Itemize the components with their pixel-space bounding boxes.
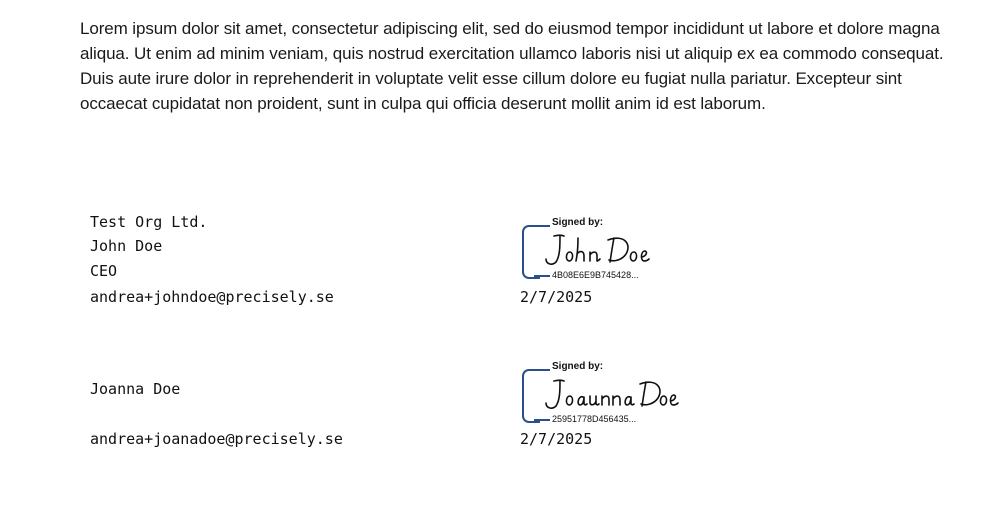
signer-1-name: John Doe xyxy=(90,237,163,255)
signer-2-signature-stamp xyxy=(520,361,690,427)
signer-1-hash: 4B08E6E9B745428... xyxy=(552,270,639,280)
signer-1-email: andrea+johndoe@precisely.se xyxy=(90,288,334,306)
signer-1-organization: Test Org Ltd. xyxy=(90,213,208,231)
signature-frame xyxy=(522,225,540,279)
body-paragraph: Lorem ipsum dolor sit amet, consectetur adipiscing elit, sed do eiusmod tempor incididunt ut labore et dolore magna aliqua. Ut enim ad minim veniam, quis nostrud exercitation ullamco laboris nisi ut aliquip ex ea commodo consequat. Duis aute irure dolor in reprehenderit in voluptate velit esse cillum dolore eu fugiat nulla pariatur. Excepteur sint occaecat cupidatat non proident, sunt in culpa qui officia deserunt mollit anim id est laborum. xyxy=(80,19,944,113)
signed-by-label: Signed by: xyxy=(552,361,604,372)
signer-2-email: andrea+joanadoe@precisely.se xyxy=(90,430,343,448)
signer-2-hash: 25951778D456435... xyxy=(552,414,637,424)
signer-1-handwritten-signature xyxy=(540,230,660,270)
signed-by-label: Signed by: xyxy=(552,217,604,228)
signer-2-handwritten-signature xyxy=(540,374,680,414)
signer-1-signature-stamp xyxy=(520,217,690,283)
signer-1-date: 2/7/2025 xyxy=(520,288,593,306)
signature-frame xyxy=(522,369,540,423)
signer-2-date: 2/7/2025 xyxy=(520,430,593,448)
signer-1-title: CEO xyxy=(90,262,118,280)
signer-2-name: Joanna Doe xyxy=(90,380,181,398)
